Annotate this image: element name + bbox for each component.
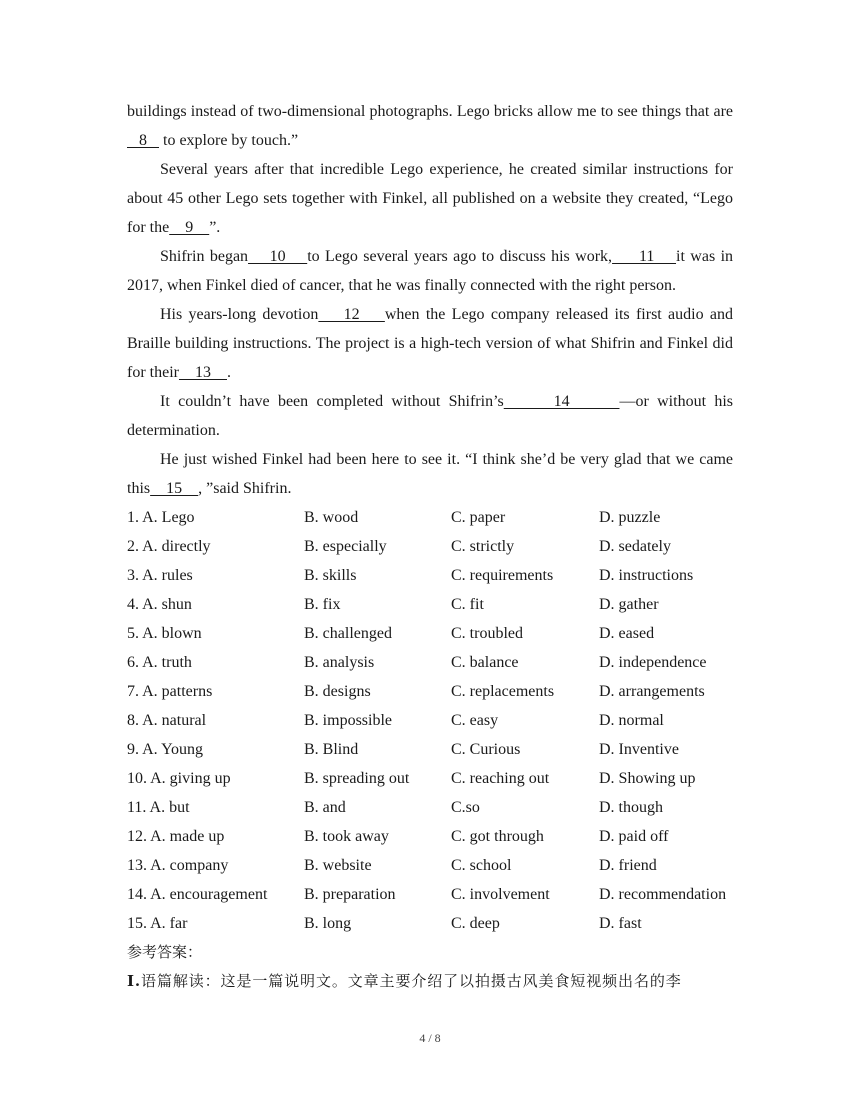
- option-c: C. deep: [451, 915, 500, 932]
- answer-options: [127, 503, 733, 938]
- passage-text: Shifrin began: [160, 248, 249, 265]
- option-c: C. easy: [451, 712, 499, 729]
- option-row: [127, 851, 733, 880]
- passage-text: it was in 2017, when Finkel died of cancer, that he was finally connected with the right person.: [127, 248, 734, 294]
- option-row: [127, 532, 733, 561]
- passage-text: to Lego several years ago to discuss his work,: [307, 248, 613, 265]
- option-a: 15. A. far: [127, 915, 188, 932]
- option-d: D. fast: [599, 915, 642, 932]
- passage-text: , ”said Shifrin.: [198, 480, 292, 497]
- option-a: 5. A. blown: [127, 625, 202, 642]
- option-a: 10. A. giving up: [127, 770, 231, 787]
- blank-9: 9: [169, 219, 210, 236]
- option-a: 7. A. patterns: [127, 683, 213, 700]
- passage-paragraph-3: [127, 242, 733, 300]
- option-b: B. website: [304, 857, 372, 874]
- option-d: D. paid off: [599, 828, 669, 845]
- option-b: B. fix: [304, 596, 341, 613]
- option-row: [127, 561, 733, 590]
- option-a: 12. A. made up: [127, 828, 225, 845]
- option-c: C. troubled: [451, 625, 523, 642]
- option-a: 9. A. Young: [127, 741, 204, 758]
- option-row: [127, 909, 733, 938]
- option-d: D. eased: [599, 625, 655, 642]
- option-d: D. gather: [599, 596, 659, 613]
- option-a: 8. A. natural: [127, 712, 207, 729]
- passage-text: Several years after that incredible Lego experience, he created similar instructions for about 45 other Lego sets together with Finkel, all published on a website they created, “Lego for the: [127, 161, 733, 236]
- blank-11: 11: [612, 248, 677, 265]
- passage-text: —or without his determination.: [127, 393, 733, 439]
- option-b: B. analysis: [304, 654, 375, 671]
- option-row: [127, 735, 733, 764]
- option-d: D. friend: [599, 857, 657, 874]
- option-d: D. Inventive: [599, 741, 679, 758]
- blank-13: 13: [178, 364, 227, 381]
- blank-15: 15: [150, 480, 199, 497]
- option-a: 2. A. directly: [127, 538, 211, 555]
- passage-text: buildings instead of two-dimensional photographs. Lego bricks allow me to see things that are: [127, 103, 733, 120]
- option-c: C. got through: [451, 828, 544, 845]
- passage-paragraph-1: [127, 97, 733, 155]
- option-d: D. instructions: [599, 567, 694, 584]
- option-b: B. challenged: [304, 625, 392, 642]
- passage-text: He just wished Finkel had been here to see it. “I think she’d be very glad that we came this: [127, 451, 733, 497]
- option-row: [127, 648, 733, 677]
- option-row: [127, 619, 733, 648]
- option-row: [127, 880, 733, 909]
- option-c: C. strictly: [451, 538, 515, 555]
- option-row: [127, 706, 733, 735]
- option-a: 1. A. Lego: [127, 509, 195, 526]
- option-a: 13. A. company: [127, 857, 229, 874]
- passage-text: to explore by touch.”: [159, 132, 299, 149]
- passage-text: His years-long devotion: [160, 306, 319, 323]
- page-number: 4 / 8: [419, 1031, 441, 1045]
- answer-explanation: [127, 967, 733, 996]
- option-b: B. and: [304, 799, 346, 816]
- explanation-text: 语篇解读：这是一篇说明文。文章主要介绍了以拍摄古风美食短视频出名的李: [141, 972, 682, 990]
- option-a: 3. A. rules: [127, 567, 193, 584]
- option-a: 6. A. truth: [127, 654, 192, 671]
- option-a: 11. A. but: [127, 799, 190, 816]
- option-a: 4. A. shun: [127, 596, 192, 613]
- blank-14: 14: [503, 393, 620, 410]
- option-d: D. Showing up: [599, 770, 696, 787]
- option-b: B. impossible: [304, 712, 393, 729]
- option-b: B. long: [304, 915, 352, 932]
- option-d: D. independence: [599, 654, 707, 671]
- passage-paragraph-2: [127, 155, 733, 242]
- option-row: [127, 677, 733, 706]
- option-row: [127, 590, 733, 619]
- passage-text: ”.: [209, 219, 221, 236]
- option-b: B. preparation: [304, 886, 396, 903]
- option-b: B. especially: [304, 538, 387, 555]
- option-row: [127, 793, 733, 822]
- passage-text: It couldn’t have been completed without Shifrin’s: [160, 393, 504, 410]
- option-row: [127, 822, 733, 851]
- passage-paragraph-6: [127, 445, 733, 503]
- option-c: C. Curious: [451, 741, 521, 758]
- option-d: D. arrangements: [599, 683, 705, 700]
- option-b: B. designs: [304, 683, 371, 700]
- option-c: C. paper: [451, 509, 506, 526]
- option-c: C. fit: [451, 596, 484, 613]
- option-c: C. balance: [451, 654, 519, 671]
- option-row: [127, 503, 733, 532]
- passage-text: .: [226, 364, 231, 381]
- option-b: B. skills: [304, 567, 357, 584]
- option-d: D. though: [599, 799, 663, 816]
- blank-10: 10: [248, 248, 308, 265]
- option-a: 14. A. encouragement: [127, 886, 268, 903]
- option-c: C. school: [451, 857, 512, 874]
- passage-paragraph-5: [127, 387, 733, 445]
- option-d: D. puzzle: [599, 509, 661, 526]
- option-c: C. involvement: [451, 886, 550, 903]
- option-b: B. Blind: [304, 741, 359, 758]
- section-numeral: Ⅰ.: [127, 972, 142, 990]
- document-page: [127, 97, 733, 996]
- option-c: C. replacements: [451, 683, 555, 700]
- option-c: C. reaching out: [451, 770, 550, 787]
- answers-heading: 参考答案：: [127, 943, 203, 961]
- blank-8: 8: [127, 132, 159, 149]
- option-row: [127, 764, 733, 793]
- option-d: D. sedately: [599, 538, 671, 555]
- option-b: B. spreading out: [304, 770, 410, 787]
- option-d: D. recommendation: [599, 886, 727, 903]
- passage-text: when the Lego company released its first audio and Braille building instructions. The project is a high-tech version of what Shifrin and Finkel did for their: [127, 306, 734, 381]
- option-c: C. requirements: [451, 567, 554, 584]
- passage-paragraph-4: [127, 300, 733, 387]
- option-b: B. wood: [304, 509, 359, 526]
- blank-12: 12: [318, 306, 385, 323]
- option-c: C.so: [451, 799, 480, 816]
- option-b: B. took away: [304, 828, 389, 845]
- option-d: D. normal: [599, 712, 664, 729]
